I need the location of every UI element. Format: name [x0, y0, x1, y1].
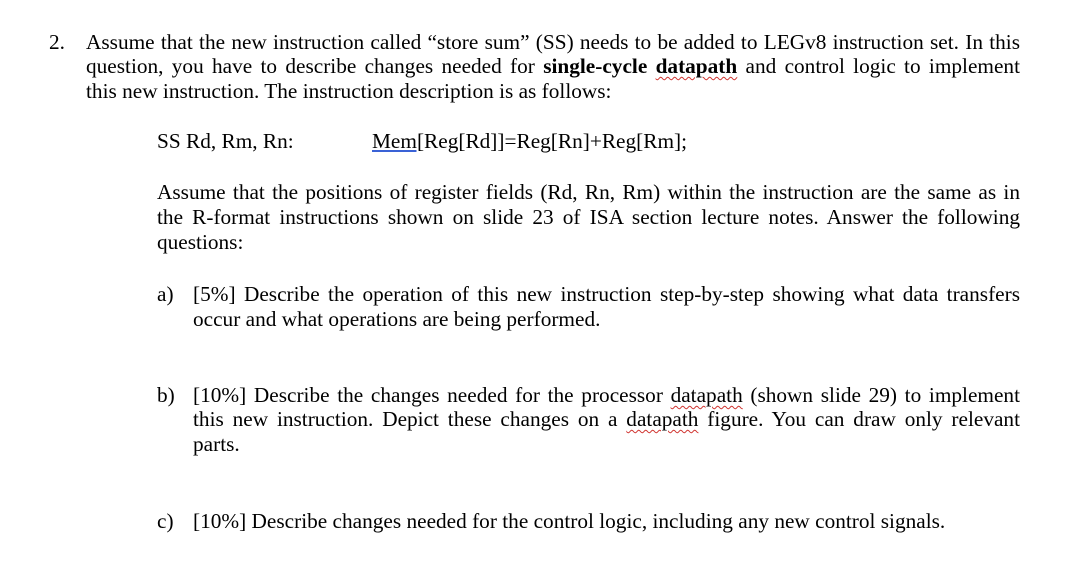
question-intro-line-3: this new instruction. The instruction description is as follows: — [86, 79, 612, 103]
misspelled-word[interactable]: datapath — [655, 54, 738, 78]
question-number: 2. — [49, 30, 65, 54]
part-b-text: this new instruction. Depict these changes on a — [193, 407, 627, 431]
assumption-line-3: questions: — [157, 230, 244, 254]
assumption-line-1: Assume that the positions of register fields (Rd, Rn, Rm) within the instruction are the same as in — [157, 180, 1020, 204]
part-b-line-1 — [193, 383, 1020, 408]
grammar-flagged-text[interactable]: Mem[ — [372, 129, 425, 153]
part-a-label: a) — [157, 282, 174, 306]
part-b-label: b) — [157, 383, 175, 407]
part-a-line-1: [5%] Describe the operation of this new instruction step-by-step showing what data transfers — [193, 282, 1020, 306]
part-c-label: c) — [157, 509, 174, 533]
assumption-line-2: the R-format instructions shown on slide 23 of ISA section lecture notes. Answer the following — [157, 205, 1020, 229]
instruction-semantics — [372, 129, 687, 154]
part-a-line-2: occur and what operations are being performed. — [193, 307, 601, 331]
part-b-text-end: (shown slide 29) to implement — [742, 383, 1020, 407]
misspelled-word[interactable]: datapath — [670, 383, 743, 407]
question-intro-line-1: Assume that the new instruction called “store sum” (SS) needs to be added to LEGv8 instruction set. In this — [86, 30, 1020, 54]
intro-bold-term: single-cycle — [543, 54, 648, 78]
part-b-text: [10%] Describe the changes needed for the processor — [193, 383, 671, 407]
intro-text-end: and control logic to implement — [737, 54, 1020, 78]
part-c-line-1: [10%] Describe changes needed for the control logic, including any new control signals. — [193, 509, 946, 533]
question-intro-line-2 — [86, 54, 1020, 79]
intro-text: question, you have to describe changes needed for — [86, 54, 544, 78]
misspelled-word[interactable]: datapath — [626, 407, 699, 431]
semantics-text: Reg[Rd]]=Reg[Rn]+Reg[Rm]; — [424, 129, 688, 153]
part-b-line-3: parts. — [193, 432, 240, 456]
instruction-syntax: SS Rd, Rm, Rn: — [157, 129, 294, 153]
part-b-text-end: figure. You can draw only relevant — [698, 407, 1020, 431]
part-b-line-2 — [193, 407, 1020, 432]
